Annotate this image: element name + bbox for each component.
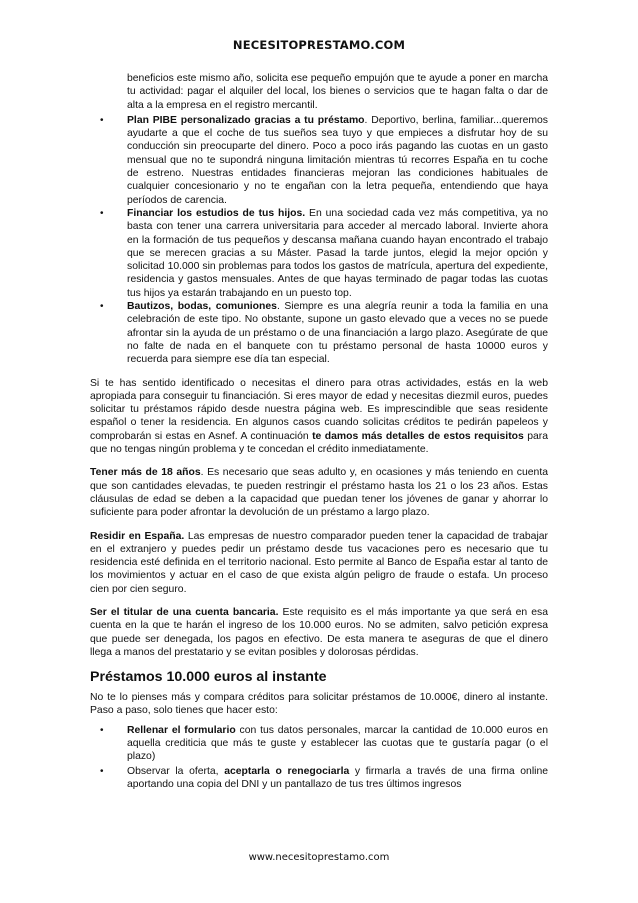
page-footer-url: www.necesitoprestamo.com bbox=[248, 852, 390, 863]
list-item bbox=[90, 207, 548, 300]
list-item bbox=[90, 724, 548, 764]
list-item-text: En una sociedad cada vez más competitiva, ya no basta con tener una carrera universitaria para acceder al mercado laboral. Invierte ahora en la formación de tus pequeños y descansa mañana cuando hayan encontrado el trabajo que se merecen gracias a su Máster. Pasad la tarde juntos, elegid la mejor opción y solicitad 10.000 sin problemas para todos los gastos de matrícula, apertura del expediente, residencia y gastos mensuales. Antes de que hayas terminado de pagar todas las cuotas tus hijos ya estarán trabajando en un puesto top. bbox=[127, 207, 549, 299]
list-item-bold: Rellenar el formulario bbox=[127, 724, 236, 736]
paragraph-text: Si te has sentido identificado o necesitas el dinero para otras actividades, estás en la web apropiada para conseguir tu financiación. Si eres mayor de edad y necesitas diezmil euros, puedes solicitar tu préstamos rápido desde nuestra página web. Es imprescindible que seas residente español o tener la residencia. En algunos casos cuando solicitas créditos te pedirán papeleos y comprobarán si estas en Asnef. A continuación bbox=[90, 377, 548, 442]
paragraph-text: Este requisito es el más importante ya que será en esa cuenta en la que te harán el ingreso de los 10.000 euros. No se admiten, salvo petición expresa que puede ser denegada, los pagos en efectivo. De esta manera te aseguras de que el dinero llega a manos del prestatario y se evitan posibles y dolorosas pérdidas. bbox=[90, 606, 548, 658]
list-item bbox=[90, 765, 548, 792]
paragraph-bold: te damos más detalles de estos requisitos bbox=[312, 430, 524, 442]
list-item-text: Observar la oferta, bbox=[127, 765, 225, 777]
document-body bbox=[90, 72, 548, 801]
list-item-text: y firmarla a través de una firma online aportando una copia del DNI y un pantallazo de tus tres últimos ingresos bbox=[127, 765, 549, 790]
bullet-icon: • bbox=[100, 301, 104, 313]
list-item bbox=[90, 300, 548, 366]
paragraph-text: . Es necesario que seas adulto y, en ocasiones y más teniendo en cuenta que son cantidades elevadas, te pueden restringir el préstamo hasta los 21 o los 23 años. Estas cláusulas de edad se deben a la capacidad que puedan tener los jóvenes de ganar y ahorrar lo suficiente para poder afrontar la devolución de un préstamo a largo plazo. bbox=[90, 467, 548, 519]
paragraph-requirements-intro bbox=[90, 377, 548, 457]
paragraph-bold: Residir en España. bbox=[90, 530, 185, 542]
steps-bullet-list bbox=[90, 724, 548, 791]
paragraph-bank-account-requirement bbox=[90, 606, 548, 659]
bullet-icon: • bbox=[100, 207, 104, 219]
section-heading: Préstamos 10.000 euros al instante bbox=[90, 669, 327, 686]
bullet-icon: • bbox=[100, 724, 104, 736]
paragraph-bold: Tener más de 18 años bbox=[90, 467, 201, 479]
paragraph-residence-requirement bbox=[90, 530, 548, 596]
list-item-text: con tus datos personales, marcar la cantidad de 10.000 euros en aquella crediticia que más te guste y establecer las cuotas que te gustaría pagar (o el plazo) bbox=[127, 724, 548, 763]
section-intro: No te lo pienses más y compara créditos para solicitar préstamos de 10.000€, dinero al instante. Paso a paso, solo tienes que hacer esto: bbox=[90, 692, 548, 717]
bullet-icon: • bbox=[100, 114, 104, 126]
list-item-bold: Plan PIBE personalizado gracias a tu préstamo bbox=[127, 114, 365, 126]
paragraph-text: Las empresas de nuestro comparador pueden tener la capacidad de trabajar en el extranjero y puedes pedir un préstamo desde tus vacaciones pero es necesario que tu residencia esté definida en el territorio nacional. Esto permite al Banco de España estar al tanto de los movimientos y actuar en el caso de que exista algún peligro de fraude o estafa. Un proceso cien por cien seguro. bbox=[90, 530, 548, 595]
bullet-icon: • bbox=[100, 765, 104, 777]
list-item bbox=[90, 114, 548, 207]
list-item-text: . Deportivo, berlina, familiar...queremos ayudarte a que el coche de tus sueños sea tuyo y que empieces a disfrutar hoy de su conducción sin preocuparte del dinero. Poco a poco irás pagando las cuotas en un gasto mensual que no te supondrá ninguna limitación mientras tú recorres España en tu coche de estreno. Nuestras entidades financieras mejoran las condiciones habituales de cualquier concesionario y no te engañan con la letra pequeña, entendiendo que haya períodos de carencia. bbox=[127, 114, 548, 206]
page-header-title: NECESITOPRESTAMO.COM bbox=[232, 38, 406, 52]
uses-bullet-list bbox=[90, 114, 548, 367]
paragraph-text: para que no tengas ningún problema y te concedan el crédito inmediatamente. bbox=[90, 430, 549, 456]
list-item-bold: aceptarla o renegociarla bbox=[224, 765, 350, 777]
paragraph-age-requirement bbox=[90, 466, 548, 519]
list-item-text: . Siempre es una alegría reunir a toda la familia en una celebración de este tipo. No obstante, supone un gasto elevado que a veces no se puede afrontar sin la ayuda de un préstamo o de una financiación a largo plazo. Asegúrate de que no falte de nada en el banquete con tu préstamo personal de hasta 10000 euros y recuerda para siempre ese día tan especial. bbox=[127, 301, 548, 366]
paragraph-bold: Ser el titular de una cuenta bancaria. bbox=[90, 606, 279, 618]
list-item-bold: Financiar los estudios de tus hijos. bbox=[127, 207, 306, 219]
list-item-bold: Bautizos, bodas, comuniones bbox=[127, 301, 277, 313]
continued-bullet-text: beneficios este mismo año, solicita ese pequeño empujón que te ayude a poner en marcha tu actividad: pagar el alquiler del local, los bienes o servicios que te hagan falta o dar de alta a la empresa en el registro mercantil. bbox=[127, 73, 548, 111]
